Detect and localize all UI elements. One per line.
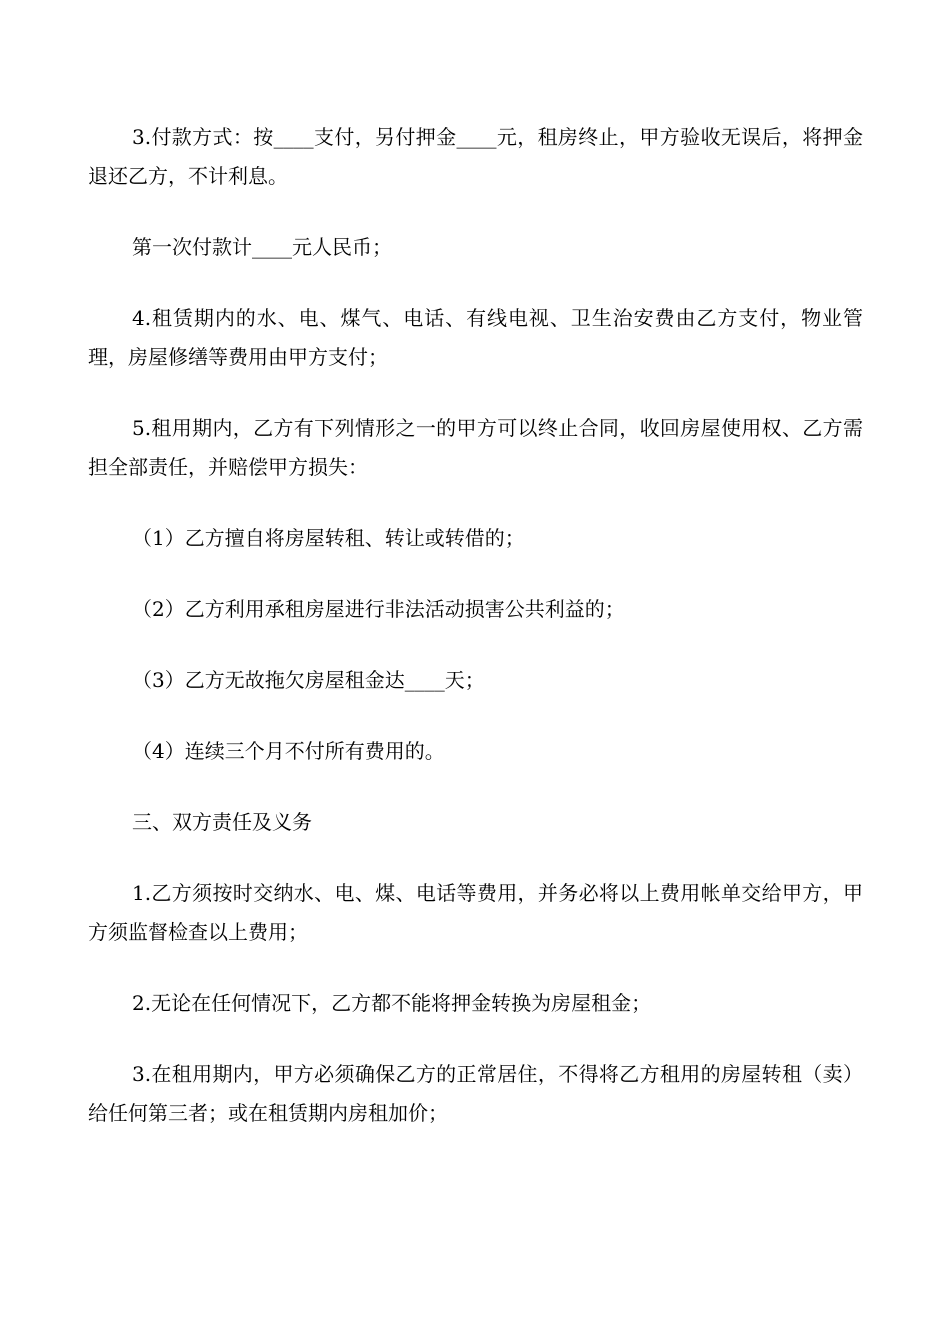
paragraph-utilities: 4.租赁期内的水、电、煤气、电话、有线电视、卫生治安费由乙方支付，物业管理，房屋修缮等费用由甲方支付； xyxy=(88,306,863,369)
paragraph-termination: 5.租用期内，乙方有下列情形之一的甲方可以终止合同，收回房屋使用权、乙方需担全部责任，并赔偿甲方损失： xyxy=(88,416,863,479)
document-body xyxy=(88,118,863,1165)
paragraph-clause-1: （1）乙方擅自将房屋转租、转让或转借的； xyxy=(132,526,525,550)
paragraph-clause-4: （4）连续三个月不付所有费用的。 xyxy=(132,739,445,763)
paragraph-clause-3: （3）乙方无故拖欠房屋租金达____天； xyxy=(132,668,485,692)
paragraph-clause-2: （2）乙方利用承租房屋进行非法活动损害公共利益的； xyxy=(132,597,625,621)
paragraph-payment-method: 3.付款方式：按____支付，另付押金____元，租房终止，甲方验收无误后，将押金退还乙方，不计利息。 xyxy=(88,125,863,188)
paragraph-duty-2: 2.无论在任何情况下，乙方都不能将押金转换为房屋租金； xyxy=(132,991,652,1015)
paragraph-duty-3: 3.在租用期内，甲方必须确保乙方的正常居住，不得将乙方租用的房屋转租（卖）给任何第三者；或在租赁期内房租加价； xyxy=(88,1062,863,1125)
section-heading-responsibilities: 三、双方责任及义务 xyxy=(132,810,312,834)
paragraph-first-payment: 第一次付款计____元人民币； xyxy=(132,235,392,259)
paragraph-duty-1: 1.乙方须按时交纳水、电、煤、电话等费用，并务必将以上费用帐单交给甲方，甲方须监督检查以上费用； xyxy=(88,881,863,944)
